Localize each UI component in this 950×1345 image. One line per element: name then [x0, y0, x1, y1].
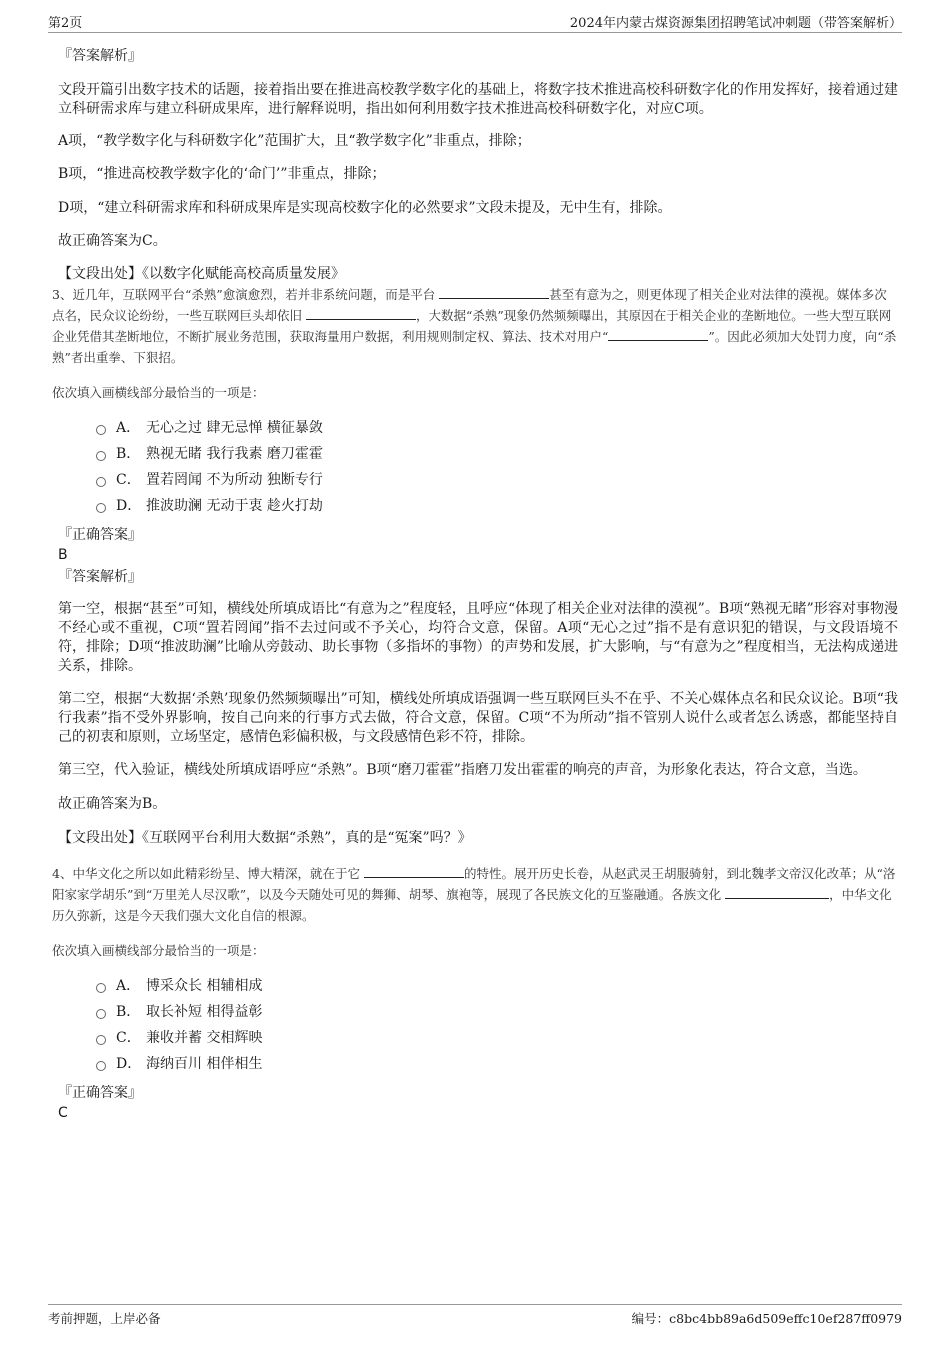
option-c[interactable]: C． 置若罔闻 不为所动 独断专行: [96, 467, 898, 493]
radio-icon[interactable]: [96, 451, 106, 461]
analysis-paragraph: D项，“建立科研需求库和科研成果库是实现高校数字化的必然要求”文段未提及，无中生有，排除。: [58, 200, 672, 216]
option-d[interactable]: D． 海纳百川 相伴相生: [96, 1051, 898, 1077]
analysis-label: 『答案解析』: [58, 48, 142, 64]
correct-answer-label: 『正确答案』: [58, 527, 142, 543]
radio-icon[interactable]: [96, 1061, 106, 1071]
option-b[interactable]: B． 取长补短 相得益彰: [96, 999, 898, 1025]
radio-icon[interactable]: [96, 425, 106, 435]
page-header: [48, 12, 902, 33]
answer-blank: [364, 865, 464, 878]
analysis-paragraph: A项，“教学数字化与科研数字化”范围扩大，且“教学数字化”非重点，排除；: [58, 133, 531, 149]
document-id: 编号：c8bc4bb89a6d509effc10ef287ff0979: [631, 1311, 902, 1326]
radio-icon[interactable]: [96, 477, 106, 487]
analysis-paragraph: 第一空，根据“甚至”可知，横线处所填成语比“有意为之”程度轻，且呼应“体现了相关企业对法律的漠视”。B项“熟视无睹”形容对事物漫不经心或不重视，C项“置若罔闻”指不去过问或不予关心，均符合文意，保留。A项“无心之过”指不是有意识犯的错误，与文段语境不符，排除；D项“推波助澜”比喻从旁鼓动、助长事物（多指坏的事物）的声势和发展，扩大影响，与“有意为之”程度相当，无法构成递进关系，排除。: [58, 601, 898, 674]
option-a[interactable]: A． 无心之过 肆无忌惮 横征暴敛: [96, 415, 898, 441]
answer-blank: [306, 307, 416, 320]
correct-answer: C: [58, 1105, 68, 1121]
final-answer-line: 故正确答案为B。: [58, 796, 167, 812]
option-b[interactable]: B． 熟视无睹 我行我素 磨刀霍霍: [96, 441, 898, 467]
question-text: 4、中华文化之所以如此精彩纷呈、博大精深，就在于它 的特性。展开历史长卷，从赵武灵王胡服骑射，到北魏孝文帝汉化改革；从“洛阳家家学胡乐”到“万里羌人尽汉歌”，以及今天随处可见的舞狮、胡琴、旗袍等，展现了各民族文化的互鉴融通。各族文化 ，中华文化历久弥新，这是今天我们强大文化自信的根源。: [52, 866, 896, 923]
analysis-paragraph: B项，“推进高校教学数字化的‘命门’”非重点，排除；: [58, 166, 386, 182]
correct-answer-label: 『正确答案』: [58, 1085, 142, 1101]
source-citation: 【文段出处】《互联网平台利用大数据“杀熟”，真的是“冤案”吗？》: [58, 830, 472, 846]
main-content: [52, 44, 898, 1123]
footer-slogan: 考前押题，上岸必备: [48, 1311, 161, 1326]
final-answer-line: 故正确答案为C。: [58, 233, 167, 249]
analysis-label: 『答案解析』: [58, 569, 142, 585]
options-list: [58, 415, 898, 519]
option-d[interactable]: D． 推波助澜 无动于衷 趁火打劫: [96, 493, 898, 519]
answer-blank: [608, 328, 708, 341]
option-a[interactable]: A． 博采众长 相辅相成: [96, 973, 898, 999]
answer-blank: [439, 286, 549, 299]
radio-icon[interactable]: [96, 1009, 106, 1019]
analysis-paragraph: 第三空，代入验证，横线处所填成语呼应“杀熟”。B项“磨刀霍霍”指磨刀发出霍霍的响亮的声音，为形象化表达，符合文意，当选。: [58, 762, 867, 778]
analysis-paragraph: 文段开篇引出数字技术的话题，接着指出要在推进高校教学数字化的基础上，将数字技术推进高校科研数字化的作用发挥好，接着通过建立科研需求库与建立科研成果库，进行解释说明，指出如何利用数字技术推进高校科研数字化，对应C项。: [58, 82, 898, 117]
answer-blank: [725, 886, 829, 899]
radio-icon[interactable]: [96, 503, 106, 513]
document-title: 2024年内蒙古煤资源集团招聘笔试冲刺题（带答案解析）: [569, 16, 902, 31]
analysis-paragraph: 第二空，根据“大数据‘杀熟’现象仍然频频曝出”可知，横线处所填成语强调一些互联网巨头不在乎、不关心媒体点名和民众议论。B项“我行我素”指不受外界影响，按自己向来的行事方式去做，符合文意，保留。C项“不为所动”指不管别人说什么或者怎么诱惑，都能坚持自己的初衷和原则，立场坚定，感情色彩偏积极，与文段感情色彩不符，排除。: [58, 691, 898, 745]
option-c[interactable]: C． 兼收并蓄 交相辉映: [96, 1025, 898, 1051]
source-citation: 【文段出处】《以数字化赋能高校高质量发展》: [58, 266, 345, 282]
options-list: [58, 973, 898, 1077]
radio-icon[interactable]: [96, 983, 106, 993]
question-text: 3、近几年，互联网平台“杀熟”愈演愈烈，若并非系统问题，而是平台 甚至有意为之，则更体现了相关企业对法律的漠视。媒体多次点名，民众议论纷纷，一些互联网巨头却依旧 ，大数据“杀熟”现象仍然频频曝出，其原因在于相关企业的垄断地位。一些大型互联网企业凭借其垄断地位，不断扩展业务范围，获取海量用户数据，利用规则制定权、算法、技术对用户“ ”。因此必须加大处罚力度，向“杀熟”者出重拳、下狠招。: [52, 287, 897, 365]
question-prompt: 依次填入画横线部分最恰当的一项是：: [52, 943, 265, 958]
page-number: 第2页: [48, 16, 83, 31]
question-prompt: 依次填入画横线部分最恰当的一项是：: [52, 385, 265, 400]
page-footer: [48, 1304, 902, 1327]
correct-answer: B: [58, 547, 68, 563]
radio-icon[interactable]: [96, 1035, 106, 1045]
